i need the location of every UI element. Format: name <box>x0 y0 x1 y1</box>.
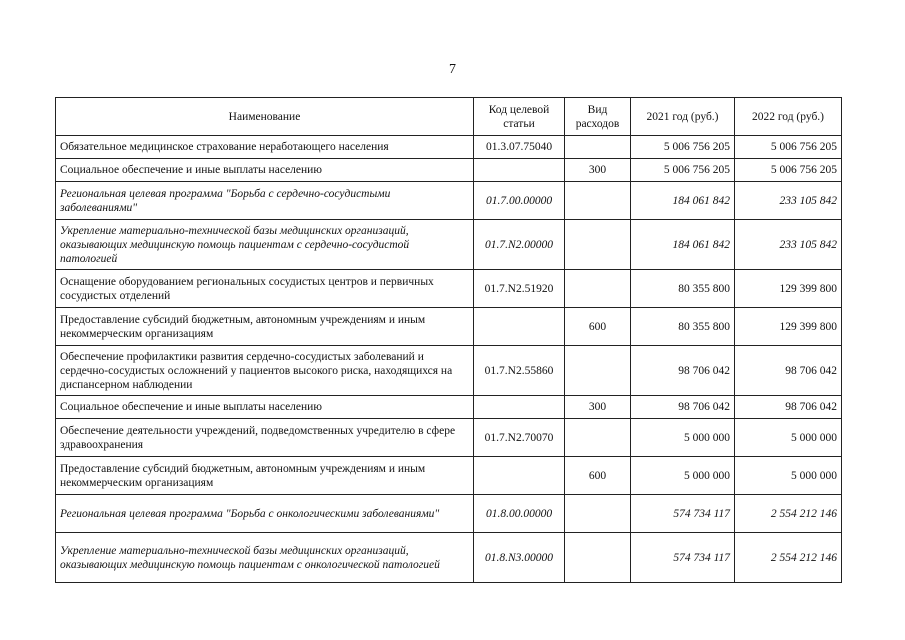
table-row <box>56 533 842 583</box>
row-name: Обеспечение деятельности учреждений, подведомственных учредителю в сфере здравоохранения <box>56 419 474 457</box>
table-header-row <box>56 98 842 136</box>
row-code <box>474 159 565 182</box>
row-code <box>474 308 565 346</box>
row-name: Предоставление субсидий бюджетным, автономным учреждениям и иным некоммерческим организациям <box>56 457 474 495</box>
table-row <box>56 396 842 419</box>
row-code: 01.7.00.00000 <box>474 182 565 220</box>
row-type <box>565 419 631 457</box>
row-2021: 5 000 000 <box>631 419 735 457</box>
row-type <box>565 495 631 533</box>
row-code: 01.8.N3.00000 <box>474 533 565 583</box>
row-2022: 233 105 842 <box>735 182 842 220</box>
table-row <box>56 457 842 495</box>
row-code: 01.7.N2.00000 <box>474 220 565 270</box>
row-type: 600 <box>565 457 631 495</box>
row-name: Региональная целевая программа "Борьба с онкологическими заболеваниями" <box>56 495 474 533</box>
row-name: Региональная целевая программа "Борьба с сердечно-сосудистыми заболеваниями" <box>56 182 474 220</box>
row-type <box>565 270 631 308</box>
row-2022: 5 000 000 <box>735 419 842 457</box>
row-name: Обязательное медицинское страхование неработающего населения <box>56 136 474 159</box>
row-code <box>474 396 565 419</box>
row-code: 01.7.N2.70070 <box>474 419 565 457</box>
row-type: 300 <box>565 396 631 419</box>
header-name: Наименование <box>56 98 474 136</box>
table-row <box>56 308 842 346</box>
row-2022: 5 006 756 205 <box>735 136 842 159</box>
row-2021: 5 006 756 205 <box>631 159 735 182</box>
row-type <box>565 533 631 583</box>
budget-table <box>55 97 842 583</box>
header-code: Код целевой статьи <box>474 98 565 136</box>
row-type: 600 <box>565 308 631 346</box>
row-2021: 5 006 756 205 <box>631 136 735 159</box>
header-2021: 2021 год (руб.) <box>631 98 735 136</box>
row-2022: 2 554 212 146 <box>735 533 842 583</box>
row-2022: 233 105 842 <box>735 220 842 270</box>
row-type <box>565 346 631 396</box>
header-2022: 2022 год (руб.) <box>735 98 842 136</box>
table-row <box>56 270 842 308</box>
row-2022: 129 399 800 <box>735 308 842 346</box>
row-code: 01.7.N2.55860 <box>474 346 565 396</box>
row-name: Социальное обеспечение и иные выплаты населению <box>56 159 474 182</box>
row-type <box>565 220 631 270</box>
row-2022: 98 706 042 <box>735 346 842 396</box>
row-2021: 98 706 042 <box>631 396 735 419</box>
row-2021: 98 706 042 <box>631 346 735 396</box>
table-row <box>56 220 842 270</box>
row-2021: 184 061 842 <box>631 220 735 270</box>
row-name: Укрепление материально-технической базы медицинских организаций, оказывающих медицинскую помощь пациентам с онкологической патологией <box>56 533 474 583</box>
row-2021: 574 734 117 <box>631 533 735 583</box>
table-row <box>56 159 842 182</box>
table-row <box>56 495 842 533</box>
row-name: Предоставление субсидий бюджетным, автономным учреждениям и иным некоммерческим организациям <box>56 308 474 346</box>
row-code: 01.8.00.00000 <box>474 495 565 533</box>
row-2021: 5 000 000 <box>631 457 735 495</box>
row-2022: 98 706 042 <box>735 396 842 419</box>
row-code: 01.7.N2.51920 <box>474 270 565 308</box>
row-name: Обеспечение профилактики развития сердечно-сосудистых заболеваний и сердечно-сосудистых осложнений у пациентов высокого риска, находящихся на диспансерном наблюдении <box>56 346 474 396</box>
row-type <box>565 136 631 159</box>
row-name: Социальное обеспечение и иные выплаты населению <box>56 396 474 419</box>
table-row <box>56 346 842 396</box>
page-number: 7 <box>449 62 456 77</box>
row-type: 300 <box>565 159 631 182</box>
row-2021: 80 355 800 <box>631 270 735 308</box>
row-2022: 129 399 800 <box>735 270 842 308</box>
row-type <box>565 182 631 220</box>
row-2022: 2 554 212 146 <box>735 495 842 533</box>
row-2022: 5 006 756 205 <box>735 159 842 182</box>
row-2022: 5 000 000 <box>735 457 842 495</box>
table-row <box>56 182 842 220</box>
row-2021: 574 734 117 <box>631 495 735 533</box>
table-row <box>56 419 842 457</box>
row-2021: 80 355 800 <box>631 308 735 346</box>
row-code: 01.3.07.75040 <box>474 136 565 159</box>
row-name: Укрепление материально-технической базы медицинских организаций, оказывающих медицинскую помощь пациентам с сердечно-сосудистой патологией <box>56 220 474 270</box>
table-row <box>56 136 842 159</box>
row-2021: 184 061 842 <box>631 182 735 220</box>
row-code <box>474 457 565 495</box>
header-type: Вид расходов <box>565 98 631 136</box>
row-name: Оснащение оборудованием региональных сосудистых центров и первичных сосудистых отделений <box>56 270 474 308</box>
